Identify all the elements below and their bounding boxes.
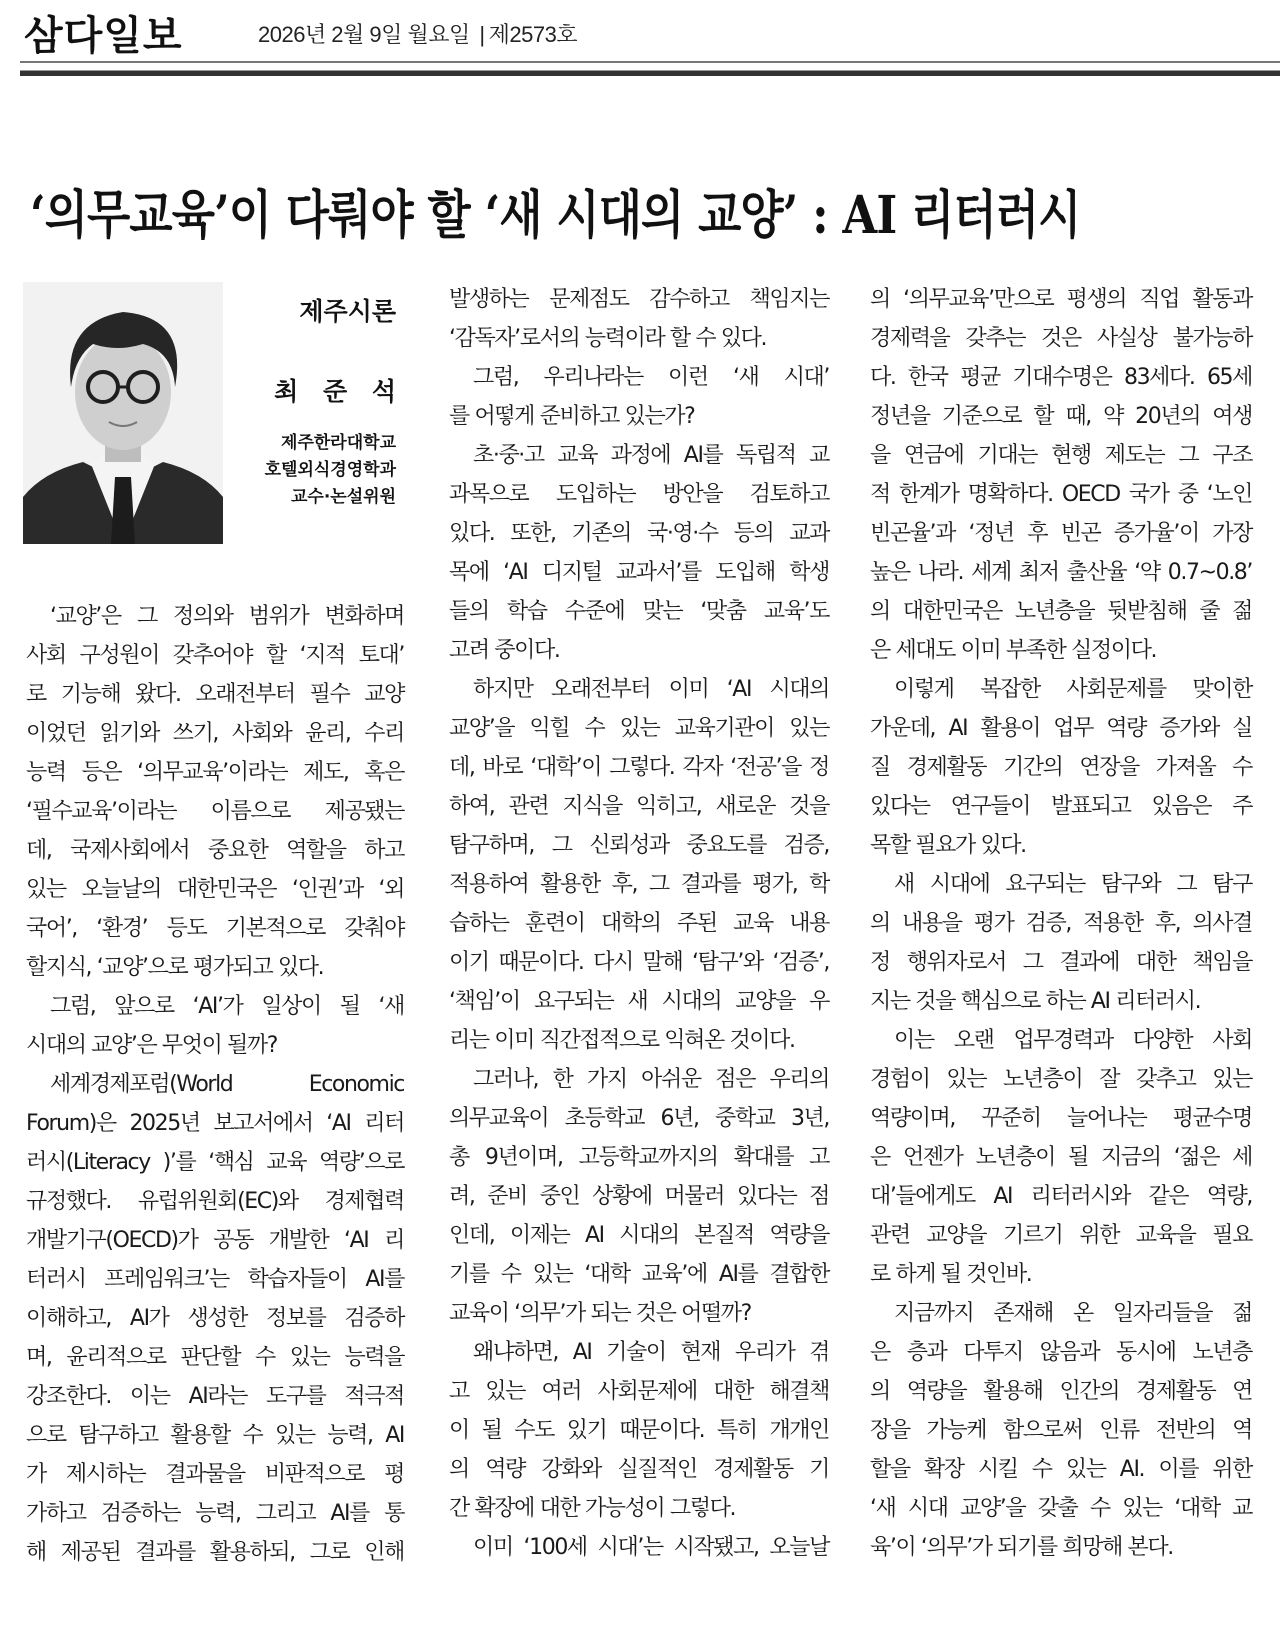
article-text-line: 할지식, ‘교양’으로 평가되고 있다. (26, 955, 324, 980)
article-text-line: 해 제공된 결과를 활용하되, 그로 인해 (26, 1540, 404, 1565)
article-text-line: 며, 윤리적으로 판단할 수 있는 능력을 (26, 1345, 404, 1370)
author-affiliation-line: 호텔외식경영학과 (264, 460, 396, 480)
article-text-line: 은 언젠가 노년층이 될 지금의 ‘젊은 세 (870, 1145, 1252, 1170)
article-text-line: 로 기능해 왔다. 오래전부터 필수 교양 (26, 682, 404, 707)
article-text-line: 경험이 있는 노년층이 잘 갖추고 있는 (870, 1067, 1252, 1092)
author-portrait-icon (23, 282, 223, 544)
article-text-line: ‘책임’이 요구되는 새 시대의 교양을 우 (449, 989, 829, 1014)
article-text-line: 의 역량을 활용해 인간의 경제활동 연 (870, 1379, 1252, 1404)
article-text-line: 기를 수 있는 ‘대학 교육’에 AI를 결합한 (449, 1262, 829, 1287)
article-text-line: 지는 것을 핵심으로 하는 AI 리터러시. (870, 989, 1201, 1014)
article-text-line: 이기 때문이다. 다시 말해 ‘탐구’와 ‘검증’, (449, 950, 829, 975)
article-text-line: 있다. 또한, 기존의 국·영·수 등의 교과 (449, 521, 829, 546)
article-text-line: 려, 준비 중인 상황에 머물러 있다는 점 (449, 1184, 829, 1209)
article-text-line: 빈곤율’과 ‘정년 후 빈곤 증가율’이 가장 (870, 521, 1252, 546)
article-text-line: 그러나, 한 가지 아쉬운 점은 우리의 (473, 1067, 829, 1092)
article-text-line: 발생하는 문제점도 감수하고 책임지는 (449, 287, 829, 312)
article-text-line: 의 ‘의무교육’만으로 평생의 직업 활동과 (870, 287, 1252, 312)
article-text-line: 관련 교양을 기르기 위한 교육을 필요 (870, 1223, 1252, 1248)
article-text-line: 의무교육이 초등학교 6년, 중학교 3년, (449, 1106, 829, 1131)
masthead-divider-thick (20, 70, 1280, 76)
masthead-divider-thin (20, 61, 1280, 63)
article-text-line: 정년을 기준으로 할 때, 약 20년의 여생 (870, 404, 1252, 429)
issue-number: 제2573호 (488, 22, 578, 47)
article-text-line: 이미 ‘100세 시대’는 시작됐고, 오늘날 (473, 1535, 829, 1560)
issue-separator: | (479, 22, 485, 47)
issue-date: 2026년 2월 9일 월요일 (258, 22, 470, 47)
article-text-line: 고 있는 여러 사회문제에 대한 해결책 (449, 1379, 829, 1404)
article-text-line: 세계경제포럼(World Economic (50, 1072, 404, 1097)
author-affiliation-line: 제주한라대학교 (281, 433, 396, 453)
article-text-line: 탐구하며, 그 신뢰성과 중요도를 검증, (449, 833, 829, 858)
author-name: 최 준 석 (274, 377, 404, 406)
newspaper-logo: 삼다일보 (24, 13, 183, 59)
article-text-line: 으로 탐구하고 활용할 수 있는 능력, AI (26, 1423, 404, 1448)
article-text-line: 은 세대도 이미 부족한 실정이다. (870, 638, 1157, 663)
article-text-line: 목에 ‘AI 디지털 교과서’를 도입해 학생 (449, 560, 829, 585)
article-text-line: 규정했다. 유럽위원회(EC)와 경제협력 (26, 1189, 404, 1214)
byline (216, 292, 404, 511)
issue-info (258, 18, 577, 49)
article-column-3 (870, 280, 1252, 1567)
article-text-line: 리는 이미 직간접적으로 익혀온 것이다. (449, 1028, 795, 1053)
article-text-line: 이 될 수도 있기 때문이다. 특히 개개인 (449, 1418, 829, 1443)
author-affiliation-line: 교수·논설위원 (291, 487, 396, 507)
article-text-line: 개발기구(OECD)가 공동 개발한 ‘AI 리 (26, 1228, 404, 1253)
article-text-line: 다. 한국 평균 기대수명은 83세다. 65세 (870, 365, 1252, 390)
article-text-line: 간 확장에 대한 가능성이 그렇다. (449, 1496, 736, 1521)
article-text-line: 가운데, AI 활용이 업무 역량 증가와 실 (870, 716, 1252, 741)
article-text-line: 고려 중이다. (449, 638, 560, 663)
article-text-line: 가하고 검증하는 능력, 그리고 AI를 통 (26, 1501, 404, 1526)
article-text-line: 대’들에게도 AI 리터러시와 같은 역량, (870, 1184, 1252, 1209)
masthead (0, 0, 1280, 80)
article-text-line: 역량이며, 꾸준히 늘어나는 평균수명 (870, 1106, 1252, 1131)
article-text-line: 있다는 연구들이 발표되고 있음은 주 (870, 794, 1252, 819)
article-text-line: 목할 필요가 있다. (870, 833, 1026, 858)
article-text-line: 의 역량 강화와 실질적인 경제활동 기 (449, 1457, 829, 1482)
article-text-line: 능력 등은 ‘의무교육’이라는 제도, 혹은 (26, 760, 404, 785)
article-text-line: 이는 오랜 업무경력과 다양한 사회 (894, 1028, 1252, 1053)
article-text-line: 경제력을 갖추는 것은 사실상 불가능하 (870, 326, 1252, 351)
article-text-line: 들의 학습 수준에 맞는 ‘맞춤 교육’도 (449, 599, 829, 624)
article-text-line: 로 하게 될 것인바. (870, 1262, 1032, 1287)
article-column-1 (26, 597, 404, 1572)
article-text-line: 질 경제활동 기간의 연장을 가져올 수 (870, 755, 1252, 780)
article-text-line: 하지만 오래전부터 이미 ‘AI 시대의 (473, 677, 829, 702)
article-text-line: 육’이 ‘의무’가 되기를 희망해 본다. (870, 1535, 1173, 1560)
section-label: 제주시론 (299, 297, 396, 326)
article-text-line: ‘감독자’로서의 능력이라 할 수 있다. (449, 326, 767, 351)
article-text-line: 강조한다. 이는 AI라는 도구를 적극적 (26, 1384, 404, 1409)
article-text-line: 과목으로 도입하는 방안을 검토하고 (449, 482, 829, 507)
article-column-2 (449, 280, 829, 1567)
author-affiliation (216, 430, 396, 511)
article-text-line: 의 내용을 평가 검증, 적용한 후, 의사결 (870, 911, 1252, 936)
article-headline: ‘의무교육’이 다뤄야 할 ‘새 시대의 교양’ : AI 리터러시 (30, 184, 1081, 246)
article-text-line: 새 시대에 요구되는 탐구와 그 탐구 (894, 872, 1252, 897)
article-text-line: ‘교양’은 그 정의와 범위가 변화하며 (50, 604, 404, 629)
article-text-line: 장을 가능케 함으로써 인류 전반의 역 (870, 1418, 1252, 1443)
article-text-line: 교양’을 익힐 수 있는 교육기관이 있는 (449, 716, 829, 741)
article-text-line: 를 어떻게 준비하고 있는가? (449, 404, 695, 429)
article-text-line: 사회 구성원이 갖추어야 할 ‘지적 토대’ (26, 643, 404, 668)
article-text-line: 러시(Literacy )’를 ‘핵심 교육 역량’으로 (26, 1150, 404, 1175)
article-text-line: 그럼, 우리나라는 이런 ‘새 시대’ (473, 365, 829, 390)
article-text-line: 적용하여 활용한 후, 그 결과를 평가, 학 (449, 872, 829, 897)
article-text-line: 을 연금에 기대는 현행 제도는 그 구조 (870, 443, 1252, 468)
article-text-line: ‘필수교육’이라는 이름으로 제공됐는 (26, 799, 404, 824)
article-text-line: 은 층과 다투지 않음과 동시에 노년층 (870, 1340, 1252, 1365)
article-text-line: 인데, 이제는 AI 시대의 본질적 역량을 (449, 1223, 829, 1248)
article-text-line: 국어’, ‘환경’ 등도 기본적으로 갖춰야 (26, 916, 404, 941)
article-text-line: 지금까지 존재해 온 일자리들을 젊 (894, 1301, 1252, 1326)
article-text-line: 데, 국제사회에서 중요한 역할을 하고 (26, 838, 404, 863)
article-text-line: 이렇게 복잡한 사회문제를 맞이한 (894, 677, 1252, 702)
article-text-line: 의 대한민국은 노년층을 뒷받침해 줄 젊 (870, 599, 1252, 624)
article-text-line: 데, 바로 ‘대학’이 그렇다. 각자 ‘전공’을 정 (449, 755, 829, 780)
article-text-line: 교육이 ‘의무’가 되는 것은 어떨까? (449, 1301, 751, 1326)
article-text-line: 습하는 훈련이 대학의 주된 교육 내용 (449, 911, 829, 936)
article-text-line: 왜냐하면, AI 기술이 현재 우리가 겪 (473, 1340, 829, 1365)
article-text-line: ‘새 시대 교양’을 갖출 수 있는 ‘대학 교 (870, 1496, 1252, 1521)
article-text-line: 이해하고, AI가 생성한 정보를 검증하 (26, 1306, 404, 1331)
article-text-line: 높은 나라. 세계 최저 출산율 ‘약 0.7~0.8’ (870, 560, 1252, 585)
article-text-line: 터러시 프레임워크’는 학습자들이 AI를 (26, 1267, 404, 1292)
author-photo (23, 282, 223, 544)
article-text-line: 정 행위자로서 그 결과에 대한 책임을 (870, 950, 1252, 975)
article-text-line: 이었던 읽기와 쓰기, 사회와 윤리, 수리 (26, 721, 404, 746)
article-text-line: 그럼, 앞으로 ‘AI’가 일상이 될 ‘새 (50, 994, 404, 1019)
article-text-line: 할을 확장 시킬 수 있는 AI. 이를 위한 (870, 1457, 1252, 1482)
article-text-line: 적 한계가 명확하다. OECD 국가 중 ‘노인 (870, 482, 1252, 507)
article-text-line: Forum)은 2025년 보고서에서 ‘AI 리터 (26, 1111, 404, 1136)
article-text-line: 총 9년이며, 고등학교까지의 확대를 고 (449, 1145, 829, 1170)
article-text-line: 가 제시하는 결과물을 비판적으로 평 (26, 1462, 404, 1487)
article-text-line: 시대의 교양’은 무엇이 될까? (26, 1033, 278, 1058)
article-text-line: 하여, 관련 지식을 익히고, 새로운 것을 (449, 794, 829, 819)
article-text-line: 초·중·고 교육 과정에 AI를 독립적 교 (473, 443, 829, 468)
article-text-line: 있는 오늘날의 대한민국은 ‘인권’과 ‘외 (26, 877, 404, 902)
